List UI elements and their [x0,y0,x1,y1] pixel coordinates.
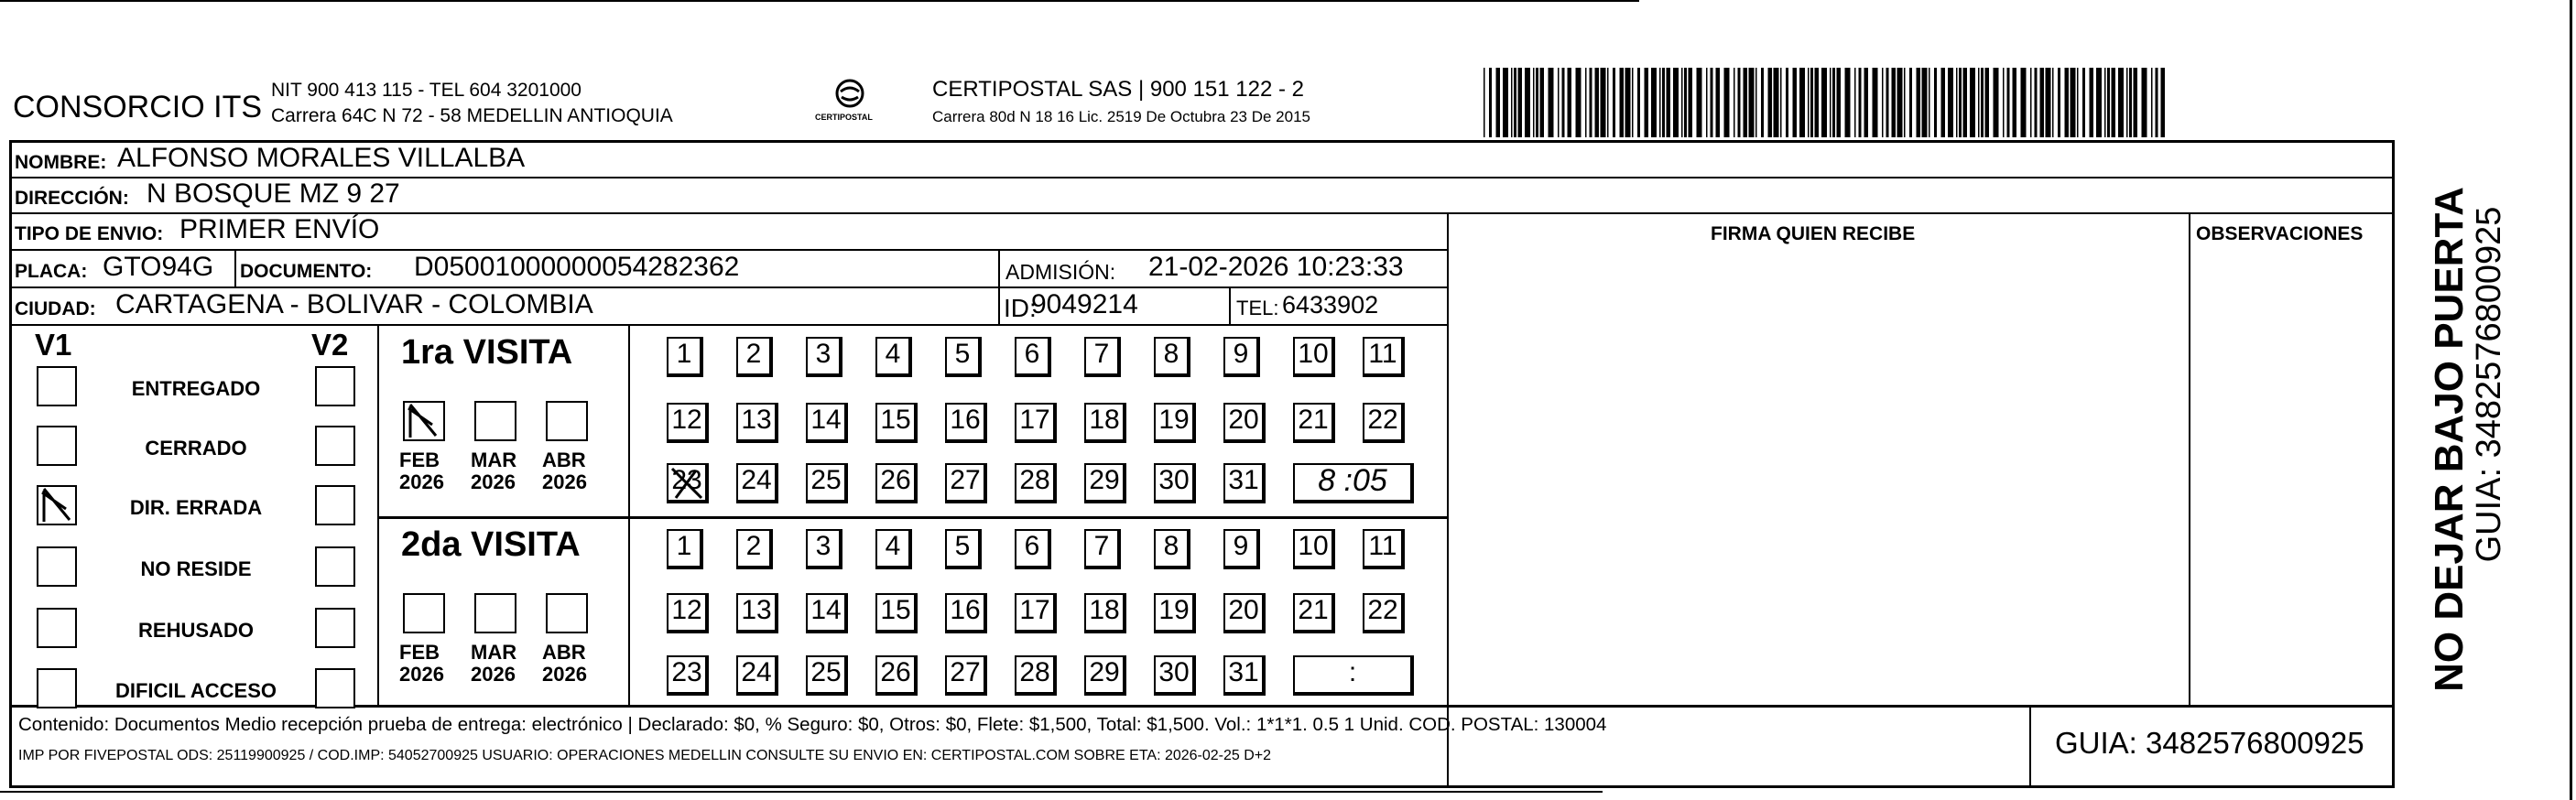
placa-label: PLACA: [15,261,88,282]
visit2-month-checkbox[interactable] [403,593,445,633]
visit2-month-year: 2026 [399,663,444,686]
direccion-label: DIRECCIÓN: [15,188,129,209]
admision-value: 21-02-2026 10:23:33 [1148,252,1404,282]
visit2-day-box[interactable]: 6 [1015,529,1051,569]
admision-label: ADMISIÓN: [1005,260,1116,284]
footer-guia-divider [2029,705,2031,787]
visit1-day-box[interactable]: 10 [1293,337,1335,377]
visit2-day-box[interactable]: 26 [875,655,918,696]
certipostal-logo-icon [813,73,886,128]
row-line-3 [9,249,1449,251]
v2-checkbox[interactable] [315,366,355,406]
visit2-day-box[interactable]: 17 [1015,593,1057,633]
right-border [2570,0,2572,800]
visit1-day-box[interactable]: 23 [667,463,709,503]
status-label: REHUSADO [138,619,254,642]
visit2-day-box[interactable]: 29 [1084,655,1126,696]
visit1-day-box[interactable]: 8 [1154,337,1190,377]
visit1-day-box[interactable]: 27 [945,463,987,503]
visit1-day-box[interactable]: 25 [806,463,848,503]
visit1-day-box[interactable]: 16 [945,403,987,443]
tipo-label: TIPO DE ENVIO: [15,223,164,244]
visit2-time-box[interactable]: : [1293,655,1414,696]
visit-divider [377,516,1449,519]
status-label: NO RESIDE [140,557,252,580]
visit1-day-box[interactable]: 14 [806,403,848,443]
visit1-day-box[interactable]: 29 [1084,463,1126,503]
visit1-day-box[interactable]: 15 [875,403,918,443]
carrier-line2: Carrera 80d N 18 16 Lic. 2519 De Octubra 23 De 2015 [932,108,1310,125]
visit1-month-label: MAR [471,449,517,471]
visit2-day-box[interactable]: 24 [736,655,778,696]
v1-checkbox[interactable] [37,366,77,406]
placa-value: GTO94G [103,252,214,282]
visit2-day-box[interactable]: 16 [945,593,987,633]
footer-line1: Contenido: Documentos Medio recepción prueba de entrega: electrónico | Declarado: $0, % Seguro: $0, Otros: $0, Flete: $1,500, Total: $1,500. Vol.: 1*1*1. 0.5 1 Unid. COD. POSTAL: 130004 [18,714,1607,735]
visit2-month-checkbox[interactable] [474,593,516,633]
visit1-day-box[interactable]: 30 [1154,463,1196,503]
status-label: DIFICIL ACCESO [114,679,277,702]
company-line1: NIT 900 413 115 - TEL 604 3201000 [271,80,582,101]
top-border [0,0,1639,2]
visit1-time-box[interactable]: 8 :05 [1293,463,1414,503]
status-label: ENTREGADO [131,377,261,400]
visit2-day-box[interactable]: 7 [1084,529,1121,569]
v2-label: V2 [311,328,349,362]
table-right [2392,140,2395,788]
documento-value: D05001000000054282362 [414,252,740,282]
visit1-month-checkbox[interactable] [403,401,445,441]
visit2-day-box[interactable]: 28 [1015,655,1057,696]
visit2-day-box[interactable]: 13 [736,593,778,633]
visit1-day-box[interactable]: 20 [1223,403,1266,443]
visit1-day-box[interactable]: 26 [875,463,918,503]
tel-divider [1229,286,1231,324]
tel-value: 6433902 [1282,291,1379,319]
visit1-day-box[interactable]: 11 [1363,337,1405,377]
visit1-day-box[interactable]: 9 [1223,337,1260,377]
visit1-day-box[interactable]: 17 [1015,403,1057,443]
visit1-day-box[interactable]: 28 [1015,463,1057,503]
side-guia: GUIA: 3482576800925 [2470,206,2508,563]
v1-checkbox[interactable] [37,668,77,708]
ciudad-label: CIUDAD: [15,298,96,319]
visit1-day-box[interactable]: 22 [1363,403,1405,443]
visit2-day-box[interactable]: 31 [1223,655,1266,696]
v2-checkbox[interactable] [315,485,355,525]
visit2-title: 2da VISITA [401,525,581,564]
visit2-month-year: 2026 [542,663,587,686]
visit2-day-box[interactable]: 23 [667,655,709,696]
visit2-day-box[interactable]: 4 [875,529,912,569]
visit2-day-box[interactable]: 30 [1154,655,1196,696]
visit1-day-box[interactable]: 13 [736,403,778,443]
visit2-day-box[interactable]: 2 [736,529,773,569]
footer-line2: IMP POR FIVEPOSTAL ODS: 25119900925 / COD.IMP: 54052700925 USUARIO: OPERACIONES MEDELLIN CONSULTE SU ENVIO EN: CERTIPOSTAL.COM SOBRE ETA: 2026-02-25 D+2 [18,748,1272,763]
visit2-day-box[interactable]: 25 [806,655,848,696]
status-divider [377,324,379,705]
visit2-day-box[interactable]: 18 [1084,593,1126,633]
barcode [1484,68,2170,137]
visit1-day-box[interactable]: 18 [1084,403,1126,443]
visit1-month-checkbox[interactable] [474,401,516,441]
bottom-border [0,791,1603,793]
tel-label: TEL: [1236,297,1279,319]
visit1-month-label: FEB [399,449,440,471]
firma-divider [1447,212,1449,787]
v1-checkbox[interactable] [37,485,77,525]
visit2-day-box[interactable]: 22 [1363,593,1405,633]
status-label: CERRADO [145,437,247,459]
footer-top [9,705,2394,708]
nombre-value: ALFONSO MORALES VILLALBA [117,143,526,173]
visit1-day-box[interactable]: 2 [736,337,773,377]
visit2-day-box[interactable]: 3 [806,529,842,569]
v2-checkbox[interactable] [315,546,355,587]
visit2-month-checkbox[interactable] [546,593,588,633]
placa-divider [234,249,236,286]
visit1-day-box[interactable]: 4 [875,337,912,377]
visit1-day-box[interactable]: 24 [736,463,778,503]
footer-guia: GUIA: 3482576800925 [2055,726,2364,760]
visit1-month-year: 2026 [542,470,587,493]
v2-checkbox[interactable] [315,426,355,466]
table-bottom [9,785,2395,788]
visit2-day-box[interactable]: 12 [667,593,709,633]
row-line-4 [9,286,1449,288]
company-line2: Carrera 64C N 72 - 58 MEDELLIN ANTIOQUIA [271,105,673,126]
visit2-month-label: MAR [471,641,517,664]
visit1-day-box[interactable]: 12 [667,403,709,443]
obs-divider [2189,212,2190,705]
table-left [9,140,12,788]
v2-checkbox[interactable] [315,668,355,708]
visit2-day-box[interactable]: 5 [945,529,982,569]
visit2-day-box[interactable]: 19 [1154,593,1196,633]
visit2-day-box[interactable]: 11 [1363,529,1405,569]
visit1-title: 1ra VISITA [401,333,573,372]
ciudad-value: CARTAGENA - BOLIVAR - COLOMBIA [115,289,593,319]
logo-caption: CERTIPOSTAL [815,113,873,122]
v1-label: V1 [35,328,72,362]
carrier-line1: CERTIPOSTAL SAS | 900 151 122 - 2 [932,77,1304,102]
visit1-day-box[interactable]: 19 [1154,403,1196,443]
v1-checkbox[interactable] [37,546,77,587]
visit2-day-box[interactable]: 20 [1223,593,1266,633]
id-value: 9049214 [1031,289,1138,319]
visit2-day-box[interactable]: 9 [1223,529,1260,569]
tipo-value: PRIMER ENVÍO [179,214,380,244]
observaciones-label: OBSERVACIONES [2196,223,2364,244]
visit2-month-label: ABR [542,641,586,664]
visit1-month-year: 2026 [471,470,516,493]
nombre-label: NOMBRE: [15,152,107,173]
visit1-day-box[interactable]: 31 [1223,463,1266,503]
visit1-day-box[interactable]: 5 [945,337,982,377]
id-label: ID: [1004,294,1037,322]
v2-checkbox[interactable] [315,608,355,648]
admision-divider [998,249,1000,324]
visit1-day-box[interactable]: 21 [1293,403,1335,443]
visit2-day-box[interactable]: 1 [667,529,703,569]
visit1-day-box[interactable]: 3 [806,337,842,377]
visit1-day-box[interactable]: 1 [667,337,703,377]
side-warning: NO DEJAR BAJO PUERTA [2427,187,2472,692]
firma-label: FIRMA QUIEN RECIBE [1711,223,1916,244]
row-line-5 [9,324,1449,326]
company-name: CONSORCIO ITS [13,90,263,124]
visit1-month-year: 2026 [399,470,444,493]
documento-label: DOCUMENTO: [240,261,373,282]
visit1-month-checkbox[interactable] [546,401,588,441]
status-label: DIR. ERRADA [129,496,263,519]
visit1-month-label: ABR [542,449,586,471]
v1-checkbox[interactable] [37,608,77,648]
v1-checkbox[interactable] [37,426,77,466]
visit2-month-label: FEB [399,641,440,664]
visit1-day-box[interactable]: 6 [1015,337,1051,377]
visit2-day-box[interactable]: 8 [1154,529,1190,569]
visit2-day-box[interactable]: 21 [1293,593,1335,633]
visit2-day-box[interactable]: 10 [1293,529,1335,569]
month-divider [628,324,630,705]
visit2-month-year: 2026 [471,663,516,686]
visit1-day-box[interactable]: 7 [1084,337,1121,377]
visit2-day-box[interactable]: 15 [875,593,918,633]
direccion-value: N BOSQUE MZ 9 27 [147,178,400,209]
visit2-day-box[interactable]: 14 [806,593,848,633]
visit2-day-box[interactable]: 27 [945,655,987,696]
